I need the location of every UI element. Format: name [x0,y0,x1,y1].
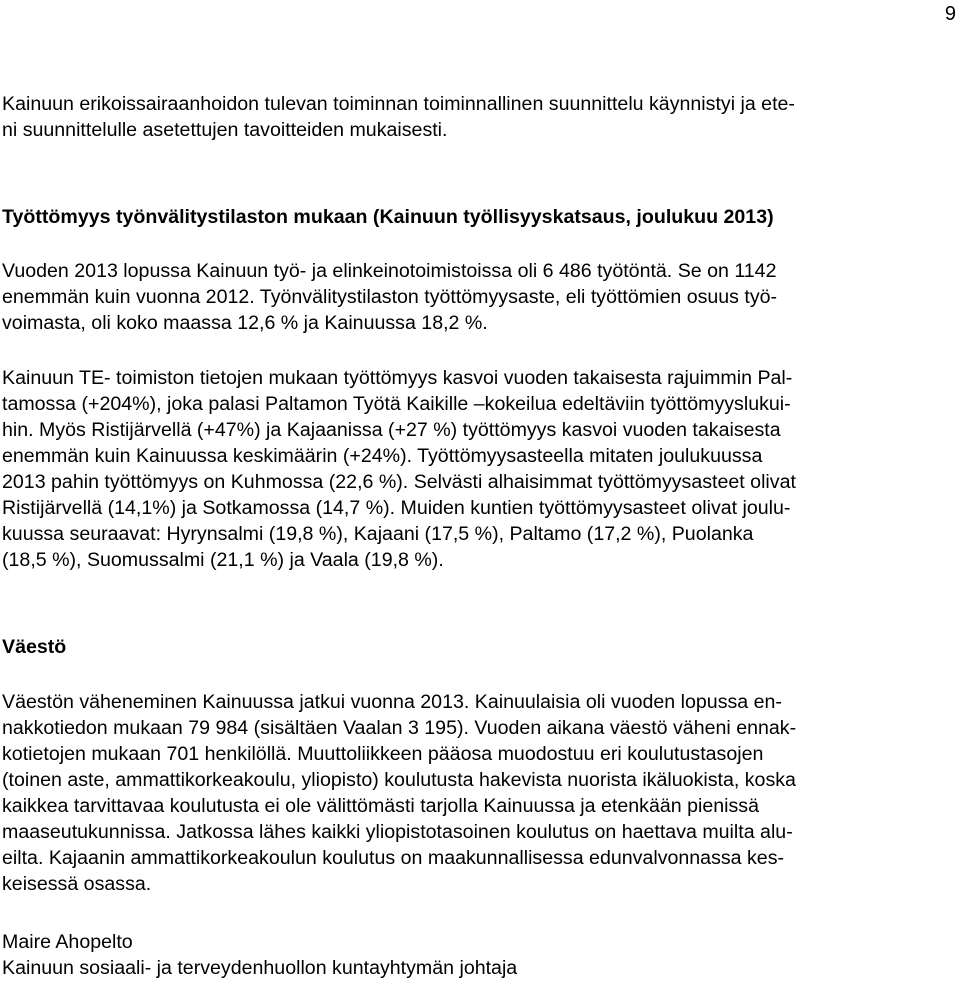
text-line: Kainuun erikoissairaanhoidon tulevan toiminnan toiminnallinen suunnittelu käynnistyi ja ete- [2,93,795,115]
text-line: keisessä osassa. [2,873,152,895]
text-line: hin. Myös Ristijärvellä (+47%) ja Kajaanissa (+27 %) työttömyys kasvoi vuoden takaisesta [2,419,781,441]
text-line: ni suunnittelulle asetettujen tavoitteiden mukaisesti. [2,119,448,141]
text-line: voimasta, oli koko maassa 12,6 % ja Kainuussa 18,2 %. [2,312,488,334]
text-line: 2013 pahin työttömyys on Kuhmossa (22,6 %). Selvästi alhaisimmat työttömyysasteet olivat [2,471,796,493]
section-heading: Väestö [2,636,67,658]
text-line: (toinen aste, ammattikorkeakoulu, yliopisto) koulutusta hakevista nuorista ikäluokista, koska [2,769,796,791]
text-line: Vuoden 2013 lopussa Kainuun työ- ja elinkeinotoimistoissa oli 6 486 työtöntä. Se on 1142 [2,260,777,282]
text-line: kuussa seuraavat: Hyrynsalmi (19,8 %), Kajaani (17,5 %), Paltamo (17,2 %), Puolanka [2,523,754,545]
text-line: enemmän kuin Kainuussa keskimäärin (+24%). Työttömyysasteella mitaten joulukuussa [2,445,763,467]
text-line: tamossa (+204%), joka palasi Paltamon Työtä Kaikille –kokeilua edeltäviin työttömyyslukui- [2,393,791,415]
page-number: 9 [944,3,956,25]
text-line: maaseutukunnissa. Jatkossa lähes kaikki yliopistotasoinen koulutus on haettava muilta alu- [2,821,793,843]
signature-name: Maire Ahopelto [2,931,133,953]
text-line: nakkotiedon mukaan 79 984 (sisältäen Vaalan 3 195). Vuoden aikana väestö väheni ennak- [2,717,797,739]
text-line: eilta. Kajaanin ammattikorkeakoulun koulutus on maakunnallisessa edunvalvonnassa kes- [2,847,785,869]
text-line: (18,5 %), Suomussalmi (21,1 %) ja Vaala (19,8 %). [2,549,444,571]
text-line: Kainuun TE- toimiston tietojen mukaan työttömyys kasvoi vuoden takaisesta rajuimmin Pal- [2,367,793,389]
text-line: Ristijärvellä (14,1%) ja Sotkamossa (14,7 %). Muiden kuntien työttömyysasteet olivat joulu- [2,497,791,519]
text-line: kaikkea tarvittavaa koulutusta ei ole välittömästi tarjolla Kainuussa ja etenkään pienissä [2,795,759,817]
text-line: enemmän kuin vuonna 2012. Työnvälitystilaston työttömyysaste, eli työttömien osuus työ- [2,286,778,308]
text-line: Väestön väheneminen Kainuussa jatkui vuonna 2013. Kainuulaisia oli vuoden lopussa en- [2,691,782,713]
signature-title: Kainuun sosiaali- ja terveydenhuollon kuntayhtymän johtaja [2,957,518,979]
text-line: kotietojen mukaan 701 henkilöllä. Muuttoliikkeen pääosa muodostuu eri koulutustasojen [2,743,764,765]
section-heading: Työttömyys työnvälitystilaston mukaan (Kainuun työllisyyskatsaus, joulukuu 2013) [2,206,774,228]
